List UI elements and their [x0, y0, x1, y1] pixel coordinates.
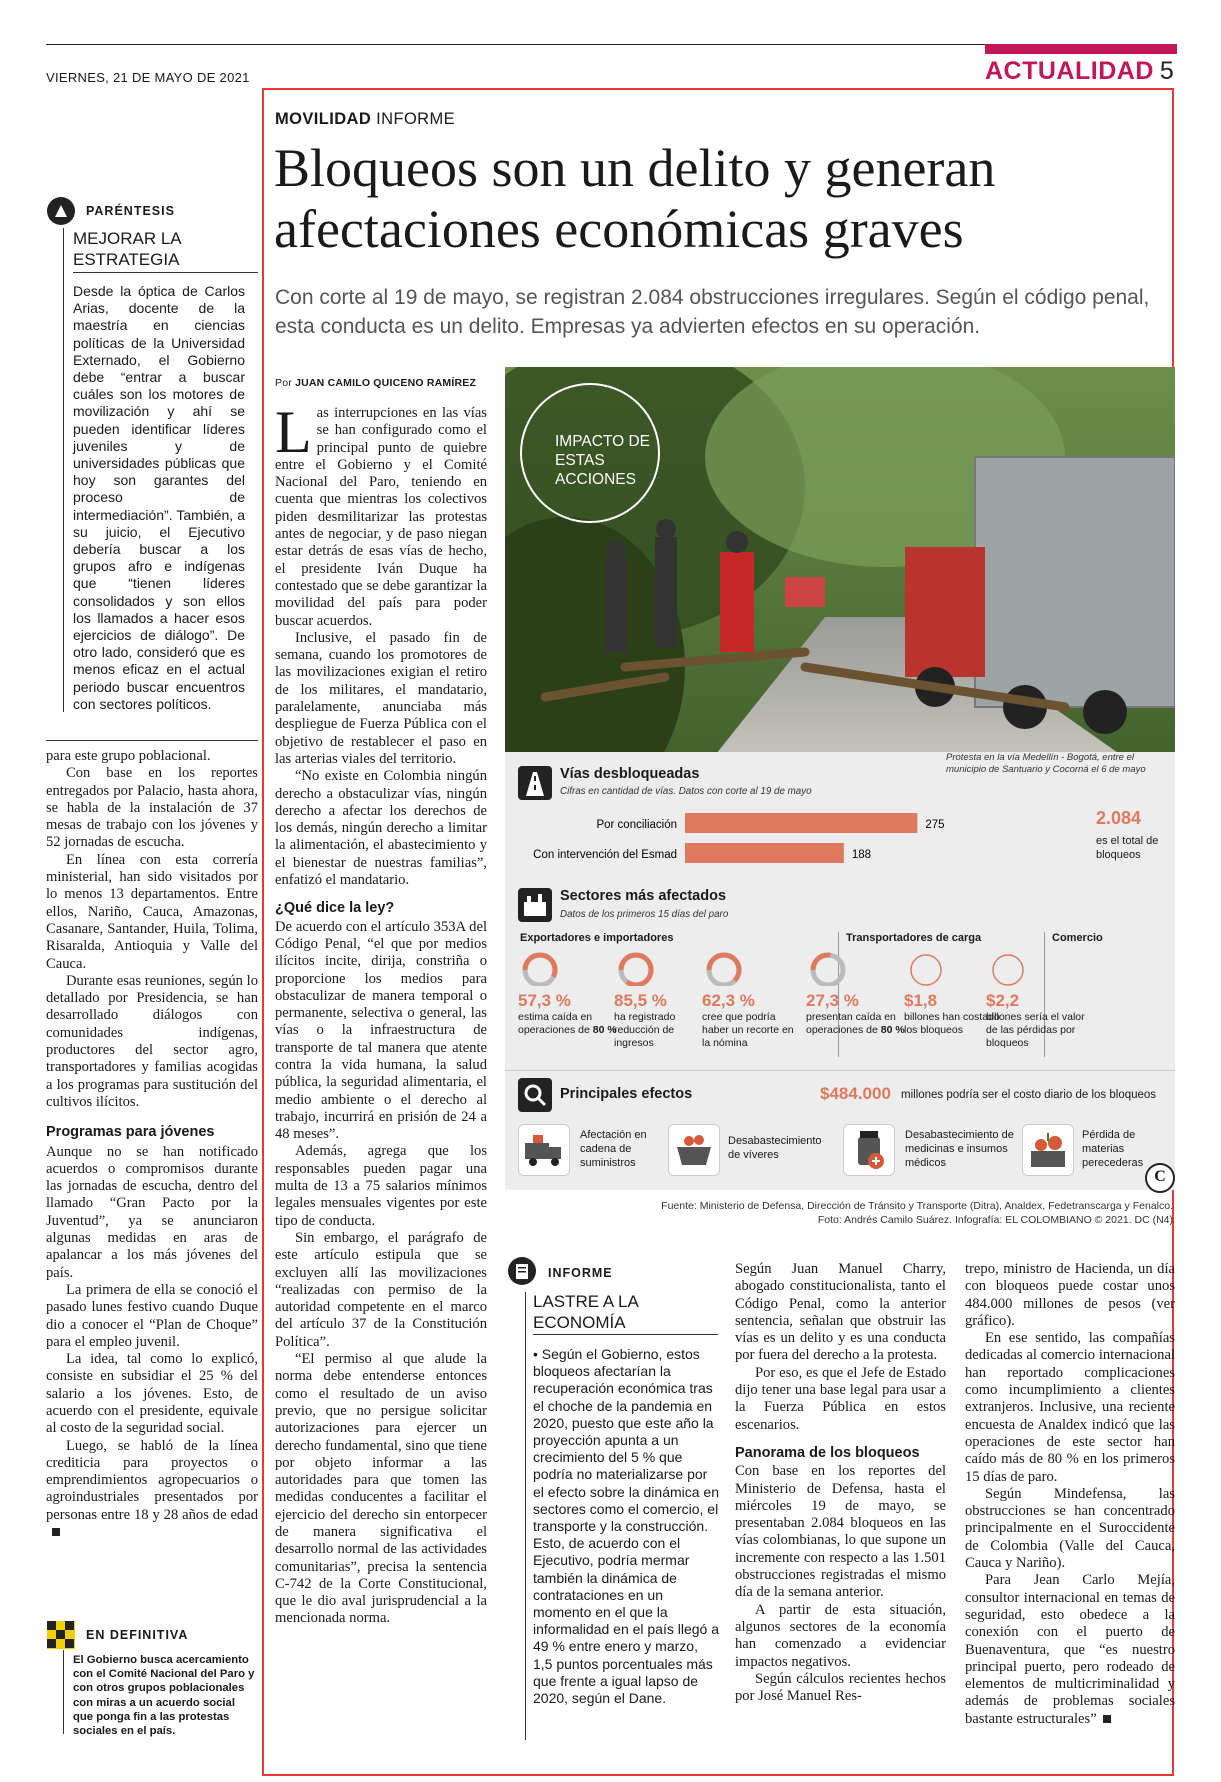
source-line: Fuente: Ministerio de Defensa, Dirección de Tránsito y Transporte (Ditra), Analdex, Fedetranscarga y Fenalco.: [661, 1200, 1173, 1212]
end-mark: [52, 1528, 60, 1536]
gauge-arc-icon: [614, 950, 658, 986]
paragraph: Según Juan Manuel Charry, abogado constitucionalista, tanto el Código Penal, como la anterior sentencia, señalan que obstruir las vías es un delito y es una conducta por fuera del derecho a la protesta.: [735, 1261, 946, 1364]
sectores-title: Sectores más afectados: [560, 888, 727, 904]
en-definitiva-text: El Gobierno busca acercamiento con el Comité Nacional del Paro y con otros grupos poblacionales con miras a un acuerdo social que ponga fin a las protestas sociales en el país.: [73, 1654, 255, 1738]
effects-title: Principales efectos: [560, 1086, 693, 1102]
deck: Con corte al 19 de mayo, se registran 2.084 obstrucciones irregulares. Según el código penal, esta conducta es un delito. Empresas ya advierten efectos en su operación.: [275, 286, 1150, 338]
byline: [275, 377, 476, 389]
effect-label: Afectación en cadena de suministros: [580, 1129, 647, 1169]
gauge-description-text: billones han costado los bloqueos: [904, 1011, 1000, 1036]
gauge-description: [614, 1011, 714, 1050]
kicker-section: MOVILIDAD: [275, 110, 372, 128]
magnifier-icon: [518, 1078, 552, 1112]
paragraph-text: Para Jean Carlo Mejía, consultor internacional en temas de seguridad, esto obedece a la conexión con el puerto de Buenaventura, que “es nuestro principal puerto, pero rodeado de elementos de multicriminalidad y además de problemas sociales bastante estructurales”: [965, 1572, 1175, 1727]
gauge-description-text: cree que podría haber un recorte en la nómina: [702, 1011, 794, 1049]
effects-amount: $484.000: [820, 1084, 891, 1103]
truck-icon: [518, 1124, 570, 1176]
informe-title: LASTRE A LA ECONOMÍA: [533, 1292, 638, 1332]
byline-prefix: Por: [275, 377, 292, 389]
paragraph: En ese sentido, las compañías dedicadas al comercio internacional han reportado complicaciones como incumplimiento a clientes extranjeros. Inclusive, una reciente encuesta de Analdex indicó que las operaciones de este sector han caído más de 80 % en los primeros 15 días de paro.: [965, 1330, 1175, 1485]
paragraph: [965, 1572, 1175, 1728]
kicker: [275, 110, 455, 129]
paragraph: “No existe en Colombia ningún derecho a obstaculizar vías, ningún derecho a afectar los derechos de los demás, ningún derecho a limitar la alimentación, el abastecimiento y el bienestar de nuestras familias”, enfatizó el mandatario.: [275, 768, 487, 889]
paragraph: La idea, tal como lo explicó, consiste en subsidiar el 25 % del salario a los jóvenes. Esto, de acuerdo con el presidente, equivale al costo de la seguridad social.: [46, 1351, 258, 1437]
sidebar-rule: [46, 740, 258, 741]
parentesis-label: PARÉNTESIS: [86, 204, 175, 218]
paragraph: En línea con esta correría ministerial, han sido visitados por lo menos 13 departamentos. Entre ellos, Nariño, Cauca, Amazonas, Casanare, Santander, Huila, Tolima, Risaralda, Antioquia y Valle del Cauca.: [46, 851, 258, 972]
gauge-description: [806, 1011, 906, 1037]
gauge-description-bold: 80 %: [592, 1024, 617, 1036]
parentesis-title: MEJORAR LA ESTRATEGIA: [73, 229, 181, 269]
vias-bar-chart: [505, 805, 975, 875]
checker-icon: [46, 1620, 76, 1650]
parentesis-divider: [63, 228, 64, 712]
effect-label: Pérdida de materias perecederas: [1082, 1129, 1144, 1169]
paragraph: “El permiso al que alude la norma debe entenderse entonces como el resultado de un aviso previo, que no persigue solicitar autorizaciones para ejercer un derecho fundamental, sino que tiene por objeto informar a las autoridades para que tomen las medidas conducentes a facilitar el ejercicio del derecho sin entorpecer de manera significativa el desarrollo normal de las actividades comunitarias”, precisa la sentencia C-742 de la Corte Constitucional, que le dio aval jurisprudencial a la mencionada norma.: [275, 1351, 487, 1627]
issue-date: VIERNES, 21 DE MAYO DE 2021: [46, 70, 250, 85]
pin-icon: [46, 196, 76, 226]
informe-body: • Según el Gobierno, estos bloqueos afectarían la recuperación económica tras el choche de la pandemia en 2020, puesto que este año la proyección apunta a un crecimiento del 5 % que podría no materializarse por el efecto sobre la dinámica en sectores como el comercio, el transporte y la construcción. Esto, de acuerdo con el Ejecutivo, podría mermar también la dinámica de contrataciones en un momento en el que la informalidad en el país llegó a 49 % entre enero y marzo, 1,5 puntos porcentuales más que frente a igual lapso de 2020, según el Dane.: [533, 1346, 720, 1707]
paragraph: [275, 399, 487, 630]
gauge-description-bold: 80 %: [880, 1024, 905, 1036]
article-column-3: [735, 1261, 946, 1705]
sector-transportadores: Transportadores de carga: [846, 932, 982, 944]
gauge-description: [518, 1011, 618, 1037]
sector-comercio: Comercio: [1052, 932, 1103, 944]
paragraph: para este grupo poblacional.: [46, 748, 211, 764]
vias-title: Vías desbloqueadas: [560, 766, 700, 782]
paragraph: trepo, ministro de Hacienda, un día con bloqueos puede costar unos 484.000 millones de pesos (ver gráfico).: [965, 1261, 1175, 1329]
headline: Bloqueos son un delito y generan afectaciones económicas graves: [274, 138, 996, 259]
paragraph: Inclusive, el pasado fin de semana, cuando los promotores de las movilizaciones exigian el retiro de los militares, el mandatario, paralelamente, anunciaba más despliegue de Fuerza Pública con el objetivo de restablecer el paso en las arterias viales del territorio.: [275, 629, 487, 767]
paragraph: Por eso, es que el Jefe de Estado dijo tener una base legal para usar a la Fuerza Pública en estos escenarios.: [735, 1364, 946, 1433]
effects-rule: [505, 1070, 1175, 1071]
paragraph-text: as interrupciones en las vías se han configurado como el principal punto de quiebre entre el Gobierno y el Comité Nacional del Paro, teniendo en cuenta que mientras los colectivos piden desmilitarizar las protestas antes de negociar, y de paso niegan estar detrás de esas vías de hecho, el presidente Iván Duque ha contestado que se debe garantizar la movilidad del país para poder buscar acuerdos.: [275, 405, 487, 629]
gauge-value: $2,2: [986, 991, 1020, 1010]
article-body: [275, 399, 487, 1628]
gauge-arc-icon: [702, 950, 746, 986]
informe-label: INFORME: [548, 1266, 613, 1280]
gauge: [806, 950, 906, 1037]
drop-cap: L: [275, 399, 312, 465]
paragraph: Según cálculos recientes hechos por José Manuel Res-: [735, 1670, 946, 1705]
subheading: ¿Qué dice la ley?: [275, 900, 395, 917]
paragraph: [46, 1438, 258, 1542]
gauge-value: $1,8: [904, 991, 938, 1010]
sidebar-continuation: [46, 748, 258, 1541]
section-name: [985, 57, 1174, 86]
road-icon: [518, 766, 552, 800]
gauge-description-text: presentan caída en operaciones de: [806, 1011, 896, 1036]
gauge: [986, 950, 1086, 1050]
paragraph: Además, agrega que los responsables pueden pagar una multa de 13 a 75 salarios mínimos legales mensuales vigentes por este tipo de conducta.: [275, 1143, 487, 1229]
paragraph: Con base en los reportes entregados por Palacio, hasta ahora, se habla de la instalación de 37 mesas de trabajo con los jóvenes y 52 jornadas de escucha.: [46, 765, 258, 851]
medicine-icon: [843, 1124, 895, 1176]
bar: [685, 813, 917, 833]
paragraph: Según Mindefensa, las obstrucciones se han concentrado principalmente en el Suroccidente de Colombia (Valle del Cauca, Cauca y Nariño).: [965, 1485, 1175, 1572]
impact-label: IMPACTO DE ESTAS ACCIONES: [555, 433, 651, 488]
gauge: [518, 950, 618, 1037]
bar-category-label: Con intervención del Esmad: [533, 849, 677, 861]
subheading: Panorama de los bloqueos: [735, 1444, 920, 1461]
gauge-arc-icon: [986, 950, 1030, 986]
vias-subtitle: Cifras en cantidad de vías. Datos con corte al 19 de mayo: [560, 786, 812, 797]
infographic-source: [505, 1199, 1173, 1227]
gauge-description-text: estima caída en operaciones de: [518, 1011, 593, 1036]
subheading: Programas para jóvenes: [46, 1124, 215, 1141]
kicker-type: INFORME: [376, 110, 456, 128]
section-color-bar: [985, 44, 1177, 54]
book-icon: [507, 1256, 537, 1286]
bar-category-label: Por conciliación: [596, 819, 677, 831]
parentesis-body: Desde la óptica de Carlos Arias, docente de la maestría en ciencias políticas de la Universidad Externado, el Gobierno debe “entrar a buscar cuáles son los motores de movilización y ahí se pueden identificar líderes juveniles y de universidades públicas que hoy son garantes del proceso de intermediación”. También, a su juicio, el Ejecutivo debería buscar a los grupos afro e indígenas que “tienen líderes consolidados y son ellos los llamados a hacer esos ejercicios de diálogo”. De otro lado, consideró que es menos eficaz en el actual periodo buscar encuentros con sectores políticos.: [73, 283, 245, 712]
parentesis-title-rule: [73, 272, 258, 273]
gauge-description: [986, 1011, 1086, 1050]
end-mark: [1103, 1715, 1111, 1723]
gauge-value: 62,3 %: [702, 991, 755, 1010]
paragraph: Sin embargo, el parágrafo de este artículo estipula que se excluyen allí las movilizaciones “realizadas con permiso de la autoridad competente en el marco del artículo 37 de la Constitución Política”.: [275, 1229, 487, 1350]
basket-icon: [668, 1124, 720, 1176]
sector-exportadores: Exportadores e importadores: [520, 932, 674, 944]
byline-author: JUAN CAMILO QUICENO RAMÍREZ: [295, 377, 477, 389]
photo-caption: Protesta en la vía Medellín - Bogotá, entre el municipio de Santuario y Cocorná el 6 de mayo: [946, 752, 1146, 775]
paragraph: Con base en los reportes del Ministerio de Defensa, hasta el miércoles 19 de mayo, se presentaban 2.084 bloqueos en las vías colombianas, lo que supone un incremente con respecto a las 1.501 obstrucciones registradas el mismo día de la semana anterior.: [735, 1463, 946, 1601]
el-colombiano-logo: C: [1145, 1163, 1175, 1193]
gauge-arc-icon: [518, 950, 562, 986]
effect-label: Desabastecimiento de medicinas e insumos médicos: [905, 1129, 1014, 1169]
paragraph: Durante esas reuniones, según lo detallado por Presidencia, se han desarrollado diálogos con comunidades indígenas, productores del sector agro, transportadores y familias acogidas a los programas para sustitución del cultivos ilícitos.: [46, 972, 258, 1110]
page-number: 5: [1159, 57, 1175, 85]
informe-title-rule: [533, 1334, 718, 1335]
gauge-value: 85,5 %: [614, 991, 667, 1010]
paragraph-text: Luego, se habló de la línea crediticia para proyectos o emprendimientos agropecuarios o agroindustriales presentados por personas entre 18 y 28 años de edad: [46, 1437, 258, 1523]
total-bloqueos-value: 2.084: [1096, 808, 1142, 828]
effect-label: Desabastecimiento de víveres: [728, 1135, 822, 1161]
credit-line: Foto: Andrés Camilo Suárez. Infografía: EL COLOMBIANO © 2021. DC (N4): [817, 1214, 1173, 1226]
section-label: ACTUALIDAD: [985, 57, 1154, 85]
paragraph: A partir de esta situación, algunos sectores de la economía han comenzado a evidenciar impactos negativos.: [735, 1601, 946, 1670]
gauge-value: 57,3 %: [518, 991, 571, 1010]
gauge-description-text: ha registrado reducción de ingresos: [614, 1011, 676, 1049]
paragraph: Aunque no se han notificado acuerdos o compromisos durante las jornadas de escucha, dentro del llamado “Gran Pacto por la Juventud”, ya se anunciaron algunas medidas en aras de apalancar a los más jóvenes del país.: [46, 1143, 258, 1281]
en-definitiva-divider: [63, 1650, 64, 1734]
bar-value-label: 275: [925, 819, 945, 831]
effects-text: millones podría ser el costo diario de los bloqueos: [901, 1089, 1157, 1101]
informe-divider: [525, 1292, 526, 1740]
industry-icon: [518, 888, 552, 922]
gauge-arc-icon: [904, 950, 948, 986]
gauge-description-text: billones sería el valor de las pérdidas por bloqueos: [986, 1011, 1085, 1049]
bar: [685, 843, 844, 863]
gauge-value: 27,3 %: [806, 991, 859, 1010]
en-definitiva-label: EN DEFINITIVA: [86, 1628, 189, 1642]
gauge: [702, 950, 802, 1050]
total-bloqueos-text: es el total de bloqueos: [1096, 835, 1159, 861]
gauge-description: [702, 1011, 802, 1050]
article-column-4: [965, 1261, 1175, 1728]
bar-value-label: 188: [851, 849, 872, 861]
sectores-subtitle: Datos de los primeros 15 días del paro: [560, 909, 729, 920]
paragraph: La primera de ella se conoció el pasado lunes festivo cuando Duque dio a conocer el “Plan de Choque” para el empleo juvenil.: [46, 1281, 258, 1350]
paragraph: De acuerdo con el artículo 353A del Código Penal, “el que por medios ilícitos incite, dirija, constriña o proporcione los medios para obstaculizar de manera temporal o permanente, selectiva o general, las vías o la infraestructura de transporte de tal manera que atente contra la vida humana, la salud pública, la seguridad alimentaria, el medio ambiente o el derecho al trabajo, incurrirá en prisión de 24 a 48 meses”.: [275, 918, 487, 1143]
gauge: [614, 950, 714, 1050]
gauge-arc-icon: [806, 950, 850, 986]
produce-icon: [1022, 1124, 1074, 1176]
